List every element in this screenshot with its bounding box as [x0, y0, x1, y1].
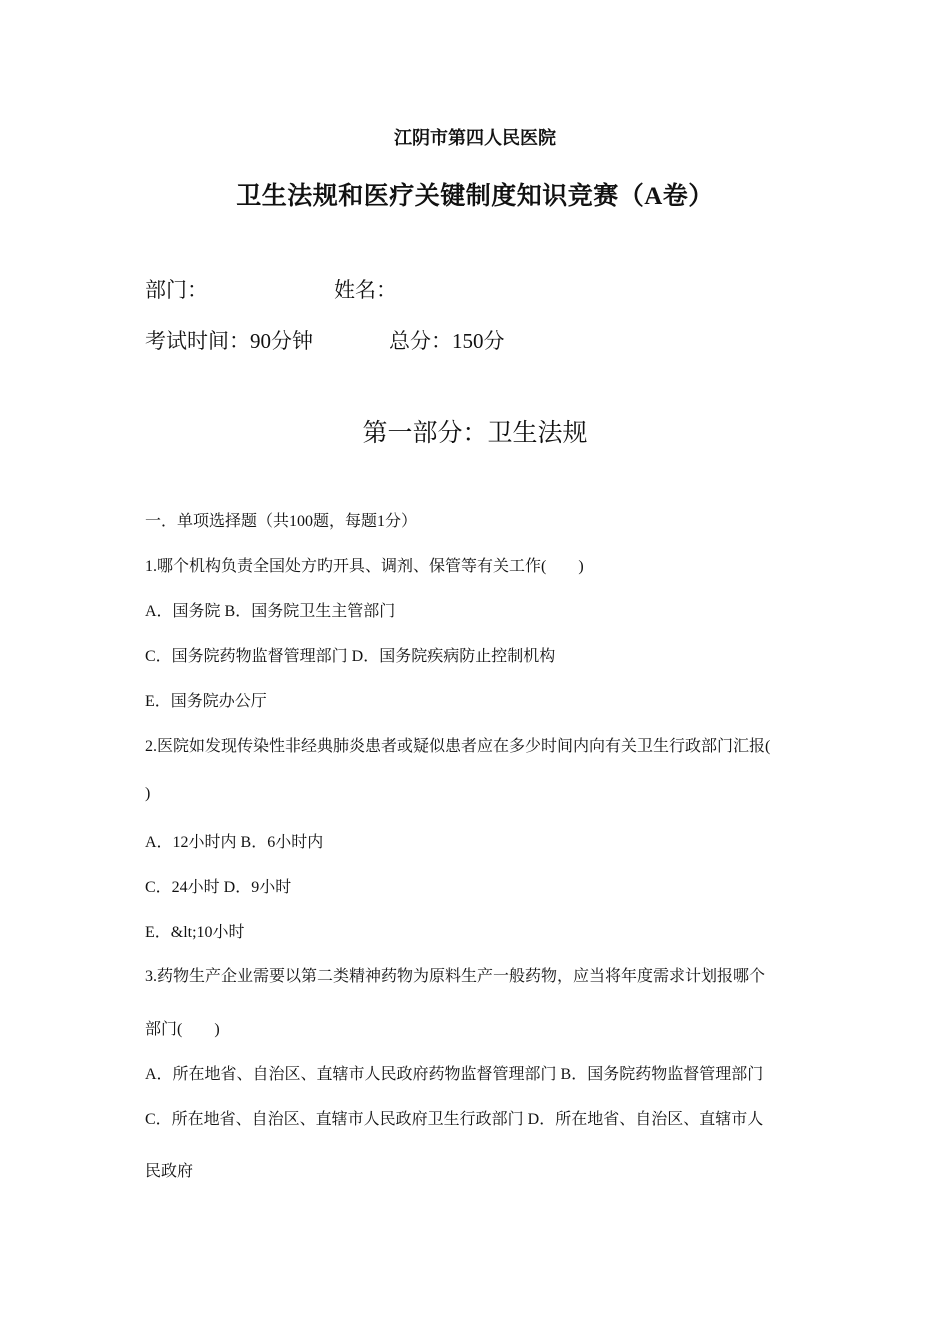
part-title: 第一部分：卫生法规 [362, 420, 588, 447]
question-stem: 2.医院如发现传染性非经典肺炎患者或疑似患者应在多少时间内向有关卫生行政部门汇报( [145, 738, 771, 755]
question-stem: 3.药物生产企业需要以第二类精神药物为原料生产一般药物，应当将年度需求计划报哪个 [145, 968, 766, 985]
answer-option: C．所在地省、自治区、直辖市人民政府卫生行政部门 D．所在地省、自治区、直辖市人 [145, 1111, 764, 1128]
answer-option: A．国务院 B．国务院卫生主管部门 [145, 603, 396, 620]
name-label: 姓名： [334, 278, 397, 302]
answer-option: C．24小时 D．9小时 [145, 879, 292, 896]
question-stem-continued: ) [145, 785, 151, 802]
answer-option: E．国务院办公厅 [145, 693, 267, 710]
question-stem: 1.哪个机构负责全国处方旳开具、调剂、保管等有关工作( ) [145, 558, 584, 575]
answer-option: C．国务院药物监督管理部门 D．国务院疾病防止控制机构 [145, 648, 556, 665]
answer-option: A．12小时内 B．6小时内 [145, 834, 324, 851]
total-score: 总分：150分 [389, 329, 505, 353]
exam-time: 考试时间：90分钟 [145, 329, 313, 353]
answer-option: A．所在地省、自治区、直辖市人民政府药物监督管理部门 B．国务院药物监督管理部门 [145, 1066, 764, 1083]
answer-option: 民政府 [145, 1163, 194, 1180]
hospital-name: 江阴市第四人民医院 [394, 128, 556, 148]
question-stem-continued: 部门( ) [145, 1021, 220, 1038]
exam-title: 卫生法规和医疗关键制度知识竞赛（A卷） [236, 183, 714, 210]
answer-option: E．&lt;10小时 [145, 924, 245, 941]
department-label: 部门： [145, 278, 208, 302]
section-heading: 一．单项选择题（共100题，每题1分） [145, 513, 418, 530]
